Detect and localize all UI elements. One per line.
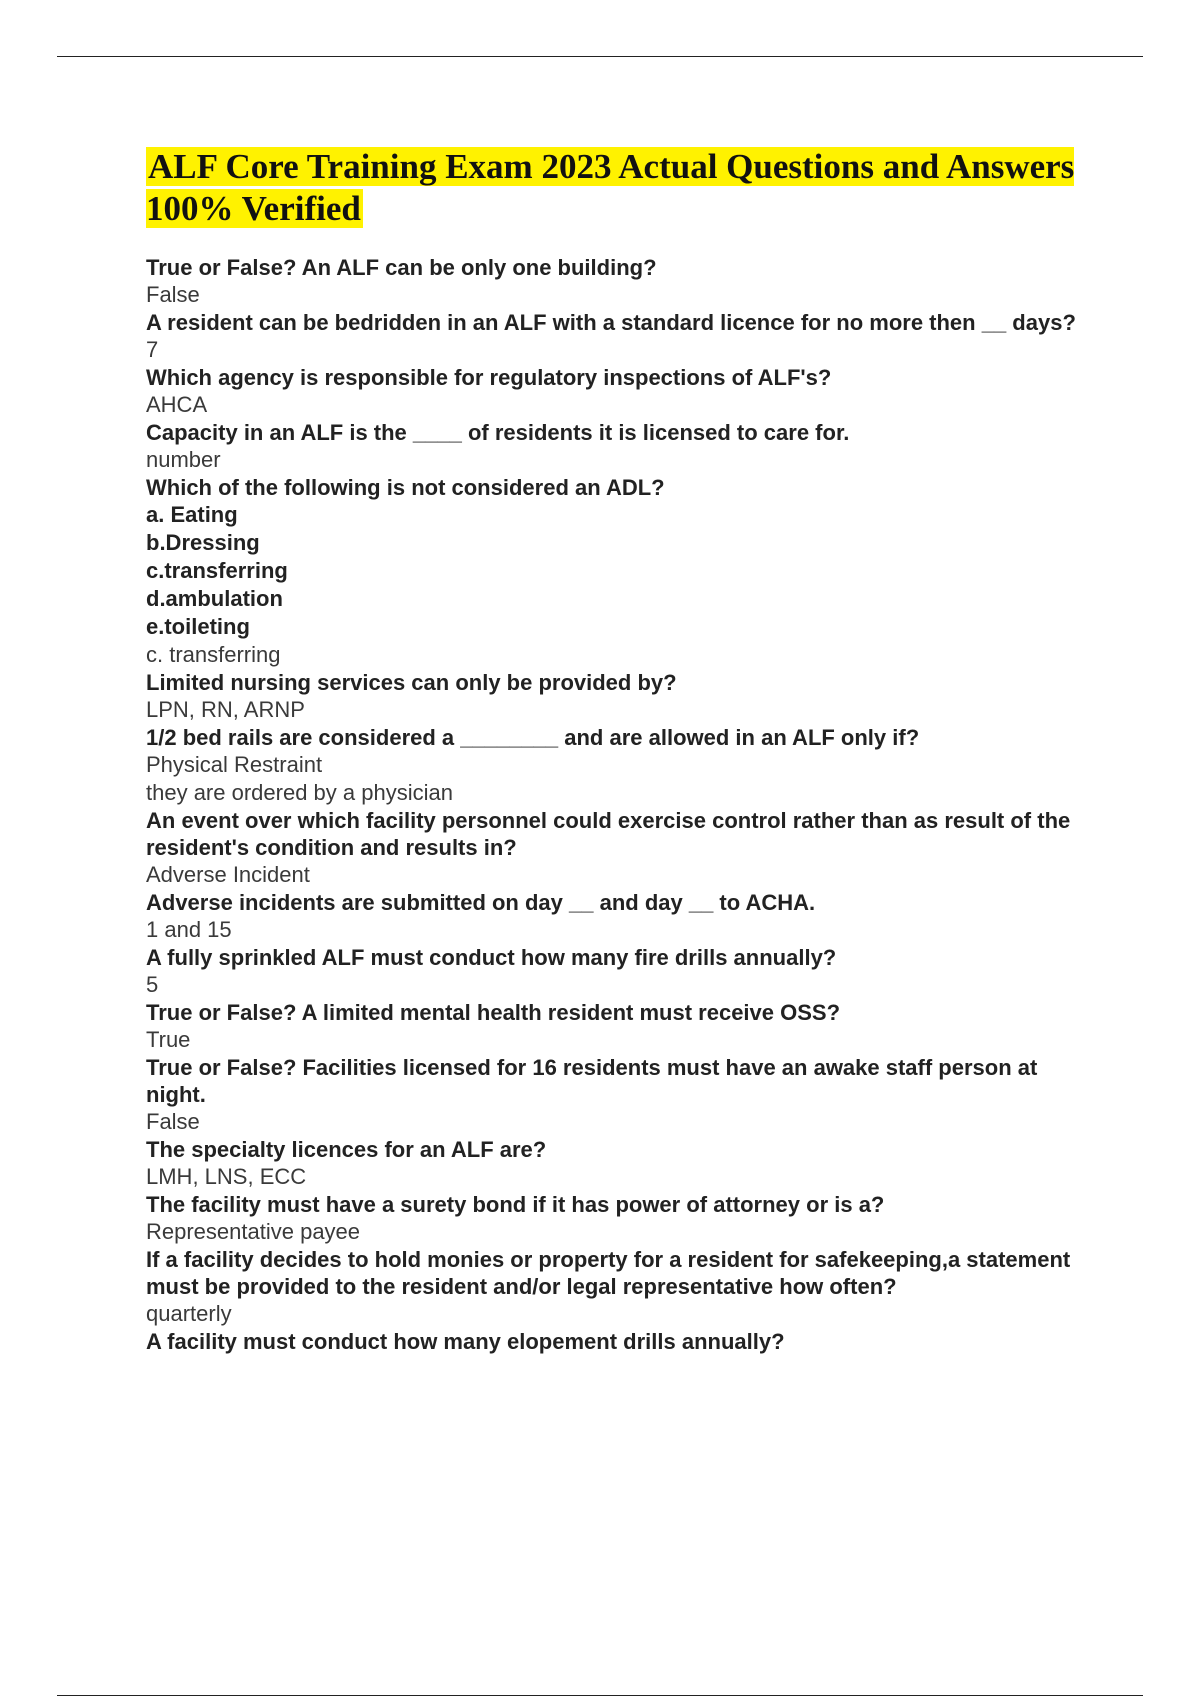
question-text: A resident can be bedridden in an ALF with a standard licence for no more then __ days? [146,310,1076,335]
question-text: If a facility decides to hold monies or property for a resident for safekeeping,a statement must be provided to the resident and/or legal representative how often? [146,1247,1071,1299]
qa-item [146,254,1076,309]
qa-item [146,309,1076,364]
qa-item [146,999,1076,1054]
answer-text: False [146,282,200,307]
qa-item [146,474,1076,669]
document-body [146,146,1076,1355]
answer-text: LPN, RN, ARNP [146,697,305,722]
qa-item [146,1054,1076,1136]
qa-item [146,724,1076,807]
question-option: a. Eating [146,502,238,527]
question-text: The specialty licences for an ALF are? [146,1137,547,1162]
question-text: Adverse incidents are submitted on day __ and day __ to ACHA. [146,890,816,915]
question-text: 1/2 bed rails are considered a ________ and are allowed in an ALF only if? [146,725,920,750]
question-option: d.ambulation [146,586,283,611]
bottom-rule [57,1695,1143,1696]
answer-text: quarterly [146,1301,232,1326]
answer-text: 5 [146,972,159,997]
answer-text: AHCA [146,392,208,417]
question-option: e.toileting [146,614,250,639]
page-title-text: ALF Core Training Exam 2023 Actual Questions and Answers 100% Verified [146,147,1075,228]
qa-list [146,254,1076,1355]
qa-item [146,419,1076,474]
answer-text: c. transferring [146,642,281,667]
question-text: The facility must have a surety bond if it has power of attorney or is a? [146,1192,885,1217]
qa-item [146,889,1076,944]
question-text: True or False? An ALF can be only one building? [146,255,657,280]
question-option: b.Dressing [146,530,260,555]
question-text: Limited nursing services can only be provided by? [146,670,677,695]
question-text: A fully sprinkled ALF must conduct how many fire drills annually? [146,945,837,970]
qa-item [146,1246,1076,1328]
qa-item [146,944,1076,999]
question-text: True or False? A limited mental health resident must receive OSS? [146,1000,841,1025]
answer-text: 1 and 15 [146,917,232,942]
answer-text: Physical Restraint [146,752,323,777]
qa-item [146,1191,1076,1246]
question-text: An event over which facility personnel could exercise control rather than as result of the resident's condition and results in? [146,808,1071,860]
qa-item [146,1136,1076,1191]
top-rule [57,56,1143,57]
qa-item [146,669,1076,724]
answer-text: LMH, LNS, ECC [146,1164,307,1189]
question-option: c.transferring [146,558,288,583]
answer-text: False [146,1109,200,1134]
qa-item [146,1328,1076,1355]
answer-text: Adverse Incident [146,862,310,887]
answer-text: number [146,447,221,472]
qa-item [146,807,1076,889]
answer-text: Representative payee [146,1219,361,1244]
answer-text: 7 [146,337,159,362]
answer-text: True [146,1027,191,1052]
question-text: Which of the following is not considered an ADL? [146,475,665,500]
question-text: True or False? Facilities licensed for 16 residents must have an awake staff person at night. [146,1055,1038,1107]
question-text: Capacity in an ALF is the ____ of residents it is licensed to care for. [146,420,850,445]
answer-text: they are ordered by a physician [146,780,453,805]
question-text: Which agency is responsible for regulatory inspections of ALF's? [146,365,832,390]
page-title [146,146,1076,230]
question-text: A facility must conduct how many elopement drills annually? [146,1329,785,1354]
qa-item [146,364,1076,419]
